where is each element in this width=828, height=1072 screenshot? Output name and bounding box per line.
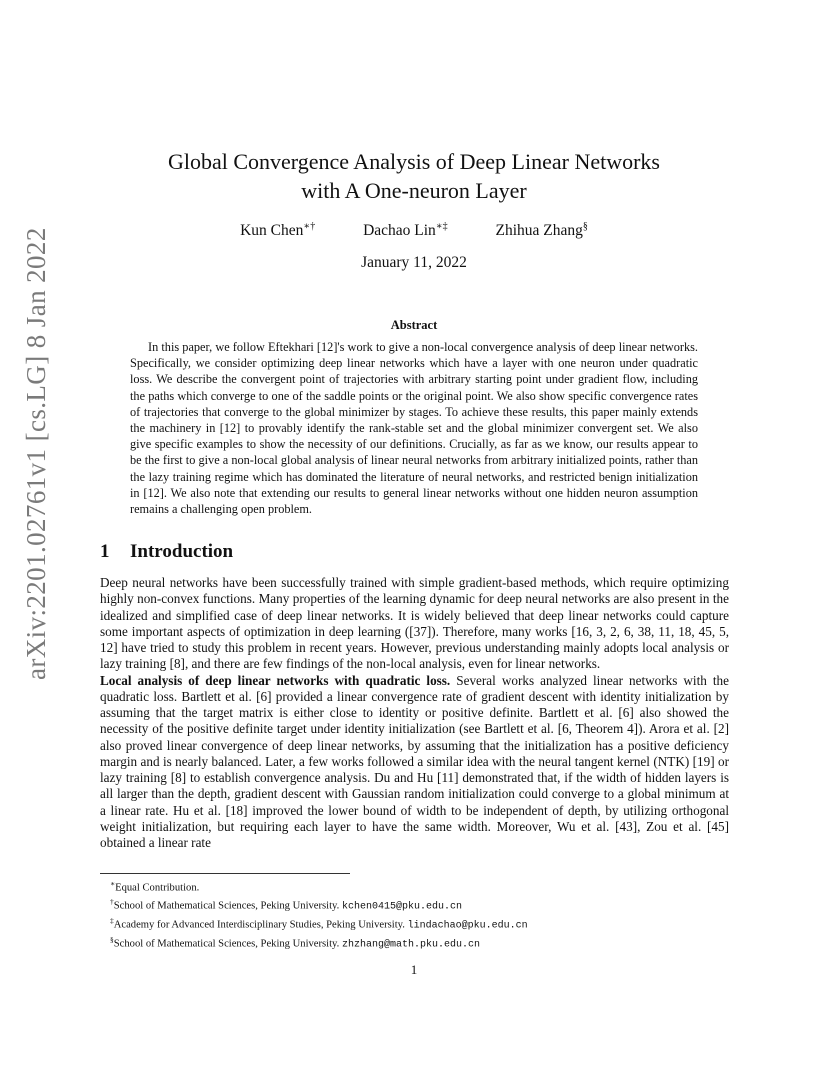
footnote-mark: ∗ <box>110 879 116 888</box>
paper-title <box>100 147 728 205</box>
arxiv-identifier-stamp: arXiv:2201.02761v1 [cs.LG] 8 Jan 2022 <box>21 227 51 680</box>
paragraph-lead: Local analysis of deep linear networks with quadratic loss. <box>100 672 451 688</box>
author-name: Kun Chen <box>240 222 304 240</box>
footnote-email[interactable]: zhzhang@math.pku.edu.cn <box>341 939 480 951</box>
section-heading <box>100 541 728 563</box>
paragraph-2 <box>100 673 729 852</box>
author-1 <box>240 221 315 240</box>
page-number: 1 <box>410 962 418 977</box>
paragraph-1 <box>100 575 729 673</box>
abstract-heading: Abstract <box>390 318 438 332</box>
paragraph-text: Deep neural networks have been successfully trained with simple gradient-based methods, which require optimizing highly non-convex functions. Many properties of the learning dynamic for deep neural networks are also present in the idealized and simplified case of deep linear networks. It is widely believed that deep linear networks could capture some important aspects of optimization in deep learning ([37]). Therefore, many works [16, 3, 2, 6, 38, 11, 18, 45, 5, 12] have tried to study this problem in recent years. However, previous understanding mainly adopts local analysis or lazy training [8], and there are few findings of the non-local analysis, even for linear networks. <box>100 575 729 672</box>
title-line-2: with A One-neuron Layer <box>301 178 527 203</box>
author-marks: ∗‡ <box>435 221 448 232</box>
footnote-text: School of Mathematical Sciences, Peking University. <box>113 938 342 950</box>
author-name: Dachao Lin <box>363 222 436 240</box>
footnote-mark: † <box>110 896 114 906</box>
publication-date: January 11, 2022 <box>361 254 467 271</box>
footnote-text: Academy for Advanced Interdisciplinary Studies, Peking University. <box>113 919 408 931</box>
author-marks: § <box>582 221 588 232</box>
paragraph-text: Several works analyzed linear networks with the quadratic loss. Bartlett et al. [6] provided a linear convergence rate of gradient descent with identity initialization by assuming that the target matrix is either close to identity or positive definite. Bartlett et al. [6] also showed the necessity of the positive definite target under identity initialization (see Bartlett et al. [6, Theorem 4]). Arora et al. [2] also proved linear convergence of deep linear networks, by assuming that the initialization has a positive deficiency margin and is nearly balanced. Later, a few works followed a similar idea with the neural tangent kernel (NTK) [19] or lazy training [8] to establish convergence analysis. Du and Hu [11] demonstrated that, if the width of hidden layers is all larger than the depth, gradient descent with Gaussian random initialization could converge to a global minimum at a linear rate. Hu et al. [18] improved the lower bound of width to be independent of depth, by utilizing orthogonal weight initialization, but requiring each layer to have the same width. Moreover, Wu et al. [43], Zou et al. [45] obtained a linear rate <box>100 672 729 850</box>
author-name: Zhihua Zhang <box>495 222 583 240</box>
footnote-email[interactable]: lindachao@pku.edu.cn <box>407 920 528 932</box>
footnote-mark: § <box>110 934 114 944</box>
section-body <box>100 575 729 851</box>
footnote-text: School of Mathematical Sciences, Peking University. <box>113 900 342 912</box>
footnote-text: Equal Contribution. <box>115 882 200 894</box>
footnote-2 <box>100 895 728 914</box>
author-marks: ∗† <box>303 221 316 232</box>
footnote-mark: ‡ <box>110 915 114 925</box>
footnote-3 <box>100 914 728 933</box>
footnotes <box>100 877 728 952</box>
author-2 <box>363 221 448 240</box>
footnote-1 <box>100 877 728 895</box>
author-3 <box>495 221 587 240</box>
section-title: Introduction <box>130 541 234 562</box>
footnote-divider <box>100 873 350 874</box>
footnote-email[interactable]: kchen0415@pku.edu.cn <box>341 901 462 913</box>
abstract-text: In this paper, we follow Eftekhari [12]'s work to give a non-local convergence analysis of deep linear networks. Specifically, we consider optimizing deep linear networks which have a layer with one neuron under quadratic loss. We describe the convergent point of trajectories with arbitrary starting point under gradient flow, including the paths which converge to one of the saddle points or the original point. We also show specific convergence rates of trajectories that converge to the global minimizer by stages. To achieve these results, this paper mainly extends the machinery in [12] to provably identify the rank-stable set and the global minimizer convergent set. We also give specific examples to show the necessity of our definitions. Crucially, as far as we know, our results appear to be the first to give a non-local global analysis of linear neural networks from arbitrary initialized points, rather than the lazy training regime which has dominated the literature of neural networks, and restricted benign initialization in [12]. We also note that extending our results to general linear networks without one hidden neuron assumption remains a challenging open problem. <box>130 340 698 517</box>
title-line-1: Global Convergence Analysis of Deep Linear Networks <box>167 149 660 174</box>
section-number: 1 <box>100 541 110 562</box>
footnote-4 <box>100 933 728 952</box>
author-list <box>100 221 728 240</box>
